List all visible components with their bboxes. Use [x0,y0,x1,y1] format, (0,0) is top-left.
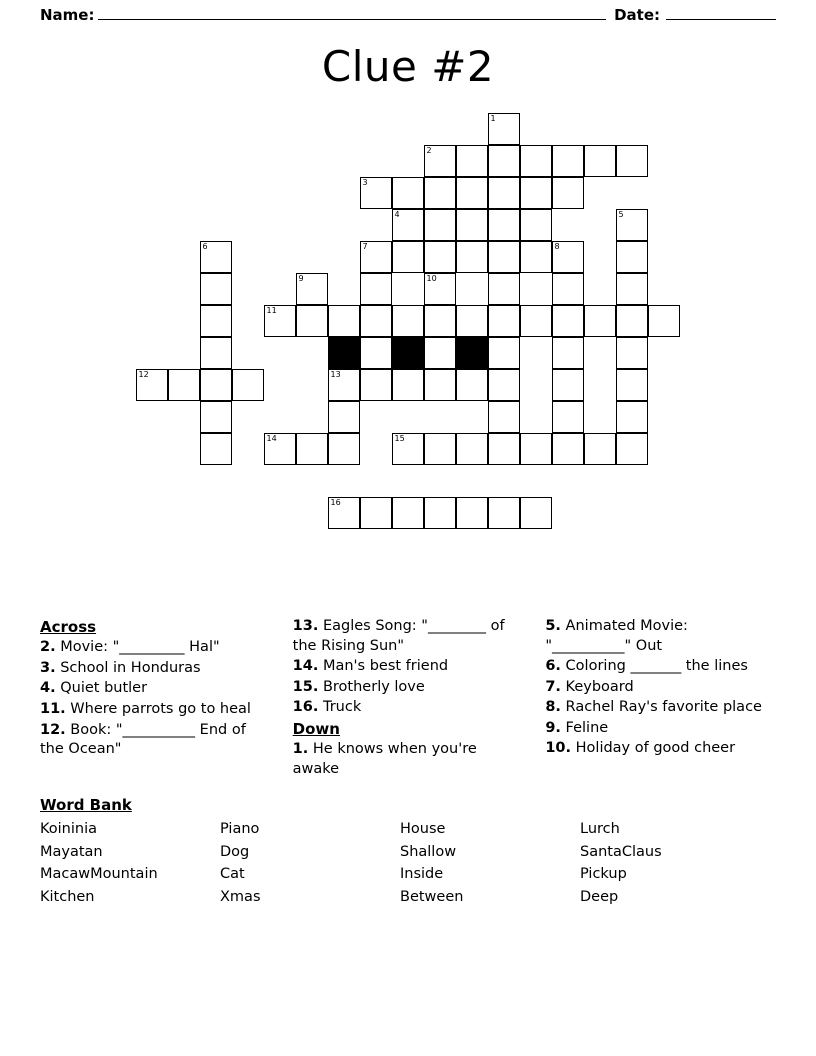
clue-item [293,678,524,698]
grid-cell[interactable] [456,241,488,273]
grid-cell[interactable] [456,209,488,241]
word-bank-column [400,818,580,908]
grid-cell[interactable] [424,369,456,401]
grid-cell-number: 10 [426,274,437,283]
grid-cell-blocked [456,337,488,369]
grid-cell[interactable] [392,305,424,337]
grid-cell[interactable] [552,177,584,209]
clue-number: 8. [545,699,561,716]
clue-text: Animated Movie: "__________" Out [545,618,688,654]
clue-number: 3. [40,659,56,676]
grid-cell-number: 12 [138,370,149,379]
grid-cell[interactable] [488,177,520,209]
grid-cell-number: 2 [426,146,432,155]
grid-cell[interactable] [552,145,584,177]
clue-list-2 [293,617,524,718]
clue-number: 6. [545,658,561,675]
word-bank-item: SantaClaus [580,843,662,860]
word-bank-heading: Word Bank [40,796,132,815]
grid-cell[interactable] [488,401,520,433]
grid-cell[interactable] [392,177,424,209]
date-label: Date: [614,6,660,24]
grid-cell[interactable] [648,305,680,337]
grid-cell[interactable] [488,369,520,401]
grid-cell[interactable] [552,337,584,369]
grid-cell-number: 13 [330,370,341,379]
word-bank-item: Koininia [40,821,98,838]
word-bank-item: Lurch [580,821,620,838]
grid-cell[interactable] [328,401,360,433]
clue-item [545,657,776,677]
grid-cell[interactable] [584,305,616,337]
grid-cell[interactable] [392,209,424,241]
grid-cell[interactable] [360,497,392,529]
grid-cell-number: 4 [394,210,400,219]
clue-number: 1. [292,741,309,758]
grid-cell[interactable] [616,369,648,401]
clue-number: 2. [40,639,56,656]
clue-number: 14. [292,658,319,675]
grid-cell[interactable] [488,145,520,177]
clue-item [545,698,776,718]
word-bank-item: Piano [220,821,260,838]
down-heading: Down [292,719,340,738]
grid-cell[interactable] [520,209,552,241]
grid-cell[interactable] [200,401,232,433]
grid-cell[interactable] [424,337,456,369]
grid-cell[interactable] [616,209,648,241]
clue-text: Quiet butler [55,680,148,697]
grid-cell[interactable] [424,497,456,529]
grid-cell[interactable] [456,369,488,401]
clue-number: 15. [292,678,319,695]
word-bank-item: MacawMountain [40,866,158,883]
clue-text: Truck [318,699,362,716]
clue-text: Brotherly love [318,678,425,695]
word-bank-item: Pickup [580,866,627,883]
grid-cell[interactable] [360,305,392,337]
clue-text: Feline [560,719,609,736]
grid-cell-number: 16 [330,498,341,507]
grid-cell-number: 3 [362,178,368,187]
clue-item [40,721,271,760]
grid-cell[interactable] [360,337,392,369]
clue-item [545,719,776,739]
grid-cell[interactable] [520,177,552,209]
grid-cell[interactable] [488,433,520,465]
grid-cell-number: 11 [266,306,277,315]
clue-text: He knows when you're awake [292,741,477,777]
across-heading: Across [40,618,97,636]
grid-cell[interactable] [552,273,584,305]
grid-cell-number: 5 [618,210,624,219]
clue-item [293,657,524,677]
grid-cell[interactable] [488,497,520,529]
clue-item [40,638,271,658]
clue-list-1 [40,638,271,759]
grid-cell[interactable] [456,145,488,177]
word-bank-column [580,818,760,908]
grid-cell[interactable] [488,337,520,369]
grid-cell[interactable] [520,497,552,529]
grid-cell[interactable] [552,401,584,433]
clue-text: Keyboard [560,678,634,695]
grid-cell-number: 7 [362,242,368,251]
clue-text: School in Honduras [55,659,201,676]
grid-cell[interactable] [616,305,648,337]
grid-cell[interactable] [360,241,392,273]
grid-cell[interactable] [200,369,232,401]
grid-cell[interactable] [264,305,296,337]
grid-cell[interactable] [456,305,488,337]
grid-cell[interactable] [360,177,392,209]
grid-cell[interactable] [296,273,328,305]
grid-cell[interactable] [360,369,392,401]
grid-cell[interactable] [200,241,232,273]
clue-text: Coloring _______ the lines [560,658,748,675]
grid-cell[interactable] [168,369,200,401]
word-bank-item: Dog [220,843,250,860]
date-input-line[interactable] [666,6,776,20]
grid-cell[interactable] [488,241,520,273]
word-bank [40,818,776,908]
clues-column-1 [40,617,271,780]
grid-cell[interactable] [520,241,552,273]
grid-cell[interactable] [520,433,552,465]
grid-cell[interactable] [200,305,232,337]
grid-cell[interactable] [456,177,488,209]
clue-item [545,678,776,698]
clue-text: Eagles Song: "________ of the Rising Sun" [292,618,505,654]
grid-cell[interactable] [616,145,648,177]
grid-cell[interactable] [584,433,616,465]
clues-section [40,617,776,780]
clue-list-3 [545,617,776,759]
grid-cell[interactable] [424,273,456,305]
grid-cell-blocked [392,337,424,369]
grid-cell[interactable] [616,337,648,369]
grid-cell[interactable] [328,433,360,465]
clue-text: Holiday of good cheer [571,740,736,757]
word-bank-item: Kitchen [40,888,95,905]
clue-item [40,659,271,679]
grid-cell[interactable] [392,497,424,529]
grid-cell-blocked [328,337,360,369]
clue-item [545,739,776,759]
clue-text: Man's best friend [318,658,449,675]
word-bank-item: Cat [220,866,245,883]
grid-cell[interactable] [424,305,456,337]
clue-number: 12. [40,721,66,738]
grid-cell[interactable] [296,305,328,337]
grid-cell[interactable] [424,145,456,177]
clue-number: 9. [545,719,561,736]
grid-cell[interactable] [456,433,488,465]
clue-list-2-down [293,740,524,779]
grid-cell[interactable] [616,241,648,273]
clue-number: 13. [292,618,319,634]
grid-cell[interactable] [200,433,232,465]
grid-cell[interactable] [552,433,584,465]
grid-cell-number: 15 [394,434,405,443]
word-bank-item: Xmas [220,888,261,905]
grid-cell[interactable] [616,433,648,465]
name-date-header [40,0,776,24]
word-bank-item: Shallow [400,843,457,860]
grid-cell[interactable] [424,241,456,273]
grid-cell[interactable] [424,433,456,465]
grid-cell[interactable] [264,433,296,465]
grid-cell[interactable] [552,305,584,337]
clue-item [293,617,524,656]
grid-cell-number: 6 [202,242,208,251]
grid-cell[interactable] [488,273,520,305]
name-label: Name: [40,6,95,24]
grid-cell[interactable] [488,305,520,337]
crossword-grid[interactable] [40,113,776,603]
grid-cell[interactable] [488,209,520,241]
grid-cell[interactable] [392,369,424,401]
clue-text: Movie: "_________ Hal" [55,639,220,656]
clue-number: 16. [292,699,319,716]
clue-item [293,698,524,718]
grid-cell[interactable] [520,305,552,337]
page-title: Clue #2 [321,42,495,91]
clue-number: 10. [545,740,572,757]
grid-cell[interactable] [392,433,424,465]
grid-cell-number: 8 [554,242,560,251]
grid-cell[interactable] [392,241,424,273]
word-bank-column [40,818,220,908]
word-bank-item: House [400,821,446,838]
grid-cell[interactable] [488,113,520,145]
grid-cell[interactable] [584,145,616,177]
name-input-line[interactable] [98,6,606,20]
grid-cell[interactable] [424,209,456,241]
grid-cell[interactable] [520,145,552,177]
clue-item [40,679,271,699]
clues-column-2 [293,617,524,780]
grid-cell-number: 14 [266,434,277,443]
word-bank-item: Deep [580,888,619,905]
grid-cell[interactable] [552,241,584,273]
grid-cell[interactable] [616,401,648,433]
grid-cell[interactable] [328,369,360,401]
grid-cell[interactable] [296,433,328,465]
word-bank-item: Mayatan [40,843,103,860]
grid-cell[interactable] [424,177,456,209]
grid-cell[interactable] [456,497,488,529]
grid-cell[interactable] [328,497,360,529]
clue-number: 7. [545,678,561,695]
word-bank-item: Between [400,888,464,905]
grid-cell-number: 1 [490,114,496,123]
grid-cell[interactable] [136,369,168,401]
clue-text: Book: "__________ End of the Ocean" [40,721,246,758]
clue-item [293,740,524,779]
clue-text: Where parrots go to heal [65,700,251,717]
clues-column-3 [545,617,776,780]
clue-item [545,617,776,656]
clue-number: 11. [40,700,66,717]
clue-number: 5. [545,618,561,634]
word-bank-column [220,818,400,908]
clue-item [40,700,271,720]
clue-text: Rachel Ray's favorite place [560,699,762,716]
grid-cell[interactable] [200,273,232,305]
grid-cell[interactable] [328,305,360,337]
grid-cell[interactable] [616,273,648,305]
grid-cell[interactable] [360,273,392,305]
clue-number: 4. [40,680,56,697]
grid-cell[interactable] [200,337,232,369]
grid-cell[interactable] [552,369,584,401]
grid-cell-number: 9 [298,274,304,283]
grid-cell[interactable] [232,369,264,401]
word-bank-item: Inside [400,866,444,883]
